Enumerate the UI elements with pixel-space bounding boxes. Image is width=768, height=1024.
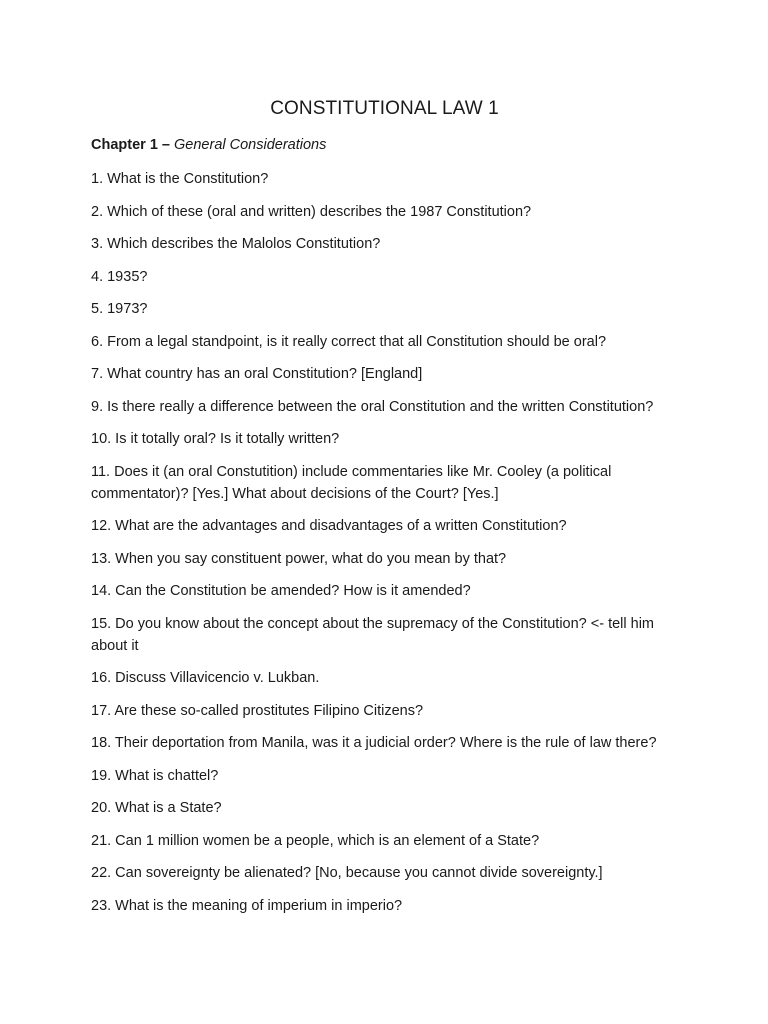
question-item: 15. Do you know about the concept about the supremacy of the Constitution? <- tell him about it xyxy=(91,615,655,654)
question-item: 14. Can the Constitution be amended? How is it amended? xyxy=(91,583,471,599)
question-item: 2. Which of these (oral and written) describes the 1987 Constitution? xyxy=(91,203,532,220)
question-list xyxy=(91,168,688,917)
chapter-label: Chapter 1 – xyxy=(91,137,170,153)
question-item: 17. Are these so-called prostitutes Filipino Citizens? xyxy=(91,702,424,719)
question-item: 6. From a legal standpoint, is it really correct that all Constitution should be oral? xyxy=(91,333,607,350)
question-item: 7. What country has an oral Constitution? [England] xyxy=(91,366,423,382)
question-item: 9. Is there really a difference between the oral Constitution and the written Constitution? xyxy=(91,398,654,415)
question-item: 10. Is it totally oral? Is it totally written? xyxy=(91,431,340,447)
question-item: 18. Their deportation from Manila, was it a judicial order? Where is the rule of law there? xyxy=(91,735,657,751)
question-item: 1. What is the Constitution? xyxy=(91,171,269,187)
question-item: 20. What is a State? xyxy=(91,800,222,816)
question-item: 12. What are the advantages and disadvantages of a written Constitution? xyxy=(91,518,567,534)
question-item: 5. 1973? xyxy=(91,301,148,317)
question-item: 19. What is chattel? xyxy=(91,767,219,784)
question-item: 4. 1935? xyxy=(91,268,148,285)
chapter-heading xyxy=(91,136,688,155)
document-title: CONSTITUTIONAL LAW 1 xyxy=(270,98,499,119)
question-item: 13. When you say constituent power, what do you mean by that? xyxy=(91,550,507,567)
question-item: 16. Discuss Villavicencio v. Lukban. xyxy=(91,670,320,686)
question-item: 21. Can 1 million women be a people, which is an element of a State? xyxy=(91,832,540,849)
question-item: 11. Does it (an oral Constutition) include commentaries like Mr. Cooley (a political commentator)? [Yes.] What about decisions of the Court? [Yes.] xyxy=(91,463,612,502)
question-item: 23. What is the meaning of imperium in imperio? xyxy=(91,897,403,914)
question-item: 3. Which describes the Malolos Constitution? xyxy=(91,236,381,252)
chapter-title: General Considerations xyxy=(174,137,327,153)
question-item: 22. Can sovereignty be alienated? [No, because you cannot divide sovereignty.] xyxy=(91,865,603,881)
